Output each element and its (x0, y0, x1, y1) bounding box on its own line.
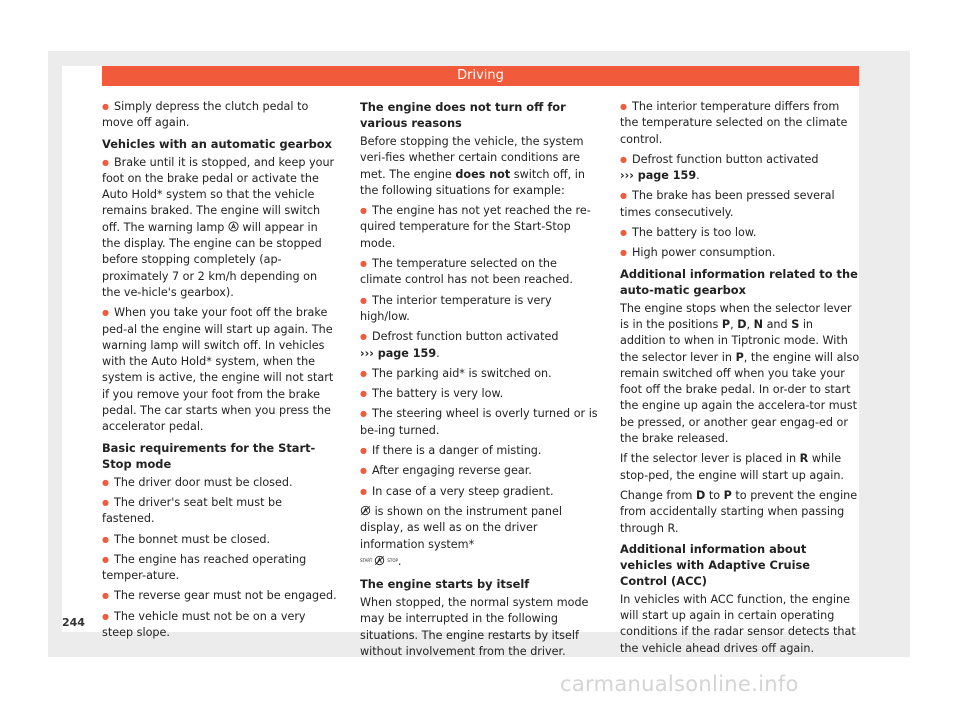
list-item: ● The interior temperature is very high/low. (360, 293, 600, 326)
list-item: ● The battery is too low. (620, 225, 860, 241)
heading-automatic-gearbox-info: Additional information related to the auto-matic gearbox (620, 266, 858, 297)
list-item: ● The engine has not yet reached the re-quired temperature for the Start-Stop mode. (360, 203, 600, 252)
heading-starts-by-itself: The engine starts by itself (360, 577, 530, 592)
page-link[interactable]: ››› page 159 (620, 169, 697, 183)
heading-does-not-turn-off: The engine does not turn off for various reasons (360, 100, 566, 130)
list-item: ● High power consumption. (620, 245, 860, 261)
list-item: ● Brake until it is stopped, and keep your foot on the brake pedal or activate the Auto Hold* system so that the vehicle remains braked. The engine will switch off. The warning lamp will appear in the display. The engine can be stopped before stopping completely (ap-proximately 7 or 2 km/h depending on the ve-hicle's gearbox). (102, 155, 337, 302)
list-item: ● The vehicle must not be on a very steep slope. (102, 609, 337, 642)
start-stop-crossed-a-icon (360, 505, 371, 516)
list-item: ● The reverse gear must not be engaged. (102, 588, 337, 604)
heading-automatic-gearbox: Vehicles with an automatic gearbox (102, 136, 332, 151)
column-3 (620, 99, 860, 661)
list-item: ● Defrost function button activated ››› page 159. (620, 152, 860, 185)
start-stop-a-icon (228, 221, 239, 232)
list-item: ● When you take your foot off the brake ped-al the engine will start up again. The warning lamp will switch off. In vehicles with the Auto Hold* system, when the system is active, the engine will not start if you remove your foot from the brake pedal. The car starts when you press the accelerator pedal. (102, 305, 337, 435)
list-item: ● Simply depress the clutch pedal to move off again. (102, 99, 337, 132)
list-item: ● If there is a danger of misting. (360, 443, 600, 459)
paragraph: In vehicles with ACC function, the engine will start up again in certain operating conditions if the radar sensor detects that the vehicle ahead drives off again. (620, 592, 856, 655)
heading-basic-requirements: Basic requirements for the Start-Stop mode (102, 440, 316, 471)
page-link[interactable]: ››› page 159 (360, 346, 437, 360)
list-item: ● The engine has reached operating temper-ature. (102, 552, 337, 585)
list-item: ● The parking aid* is switched on. (360, 366, 600, 382)
start-stop-crossed-a-icon (374, 555, 385, 566)
paragraph: is shown on the instrument panel display, as well as on the driver information system* START STOP . (360, 504, 562, 568)
list-item: ● Defrost function button activated ››› page 159. (360, 329, 600, 362)
paragraph: When stopped, the normal system mode may be interrupted in the following situations. The engine restarts by itself without involvement from the driver. (360, 596, 589, 659)
column-2 (360, 99, 600, 664)
list-item: ● After engaging reverse gear. (360, 463, 600, 479)
list-item: ● The brake has been pressed several times consecutively. (620, 188, 860, 221)
list-item: ● The steering wheel is overly turned or is be-ing turned. (360, 406, 600, 439)
start-stop-symbol: START STOP (360, 553, 398, 569)
column-1 (102, 99, 337, 645)
paragraph: The engine stops when the selector lever is in the positions P, D, N and S in addition to when in Tiptronic mode. With the selector lever in P, the engine will also remain switched off when you take your foot off the brake pedal. In or-der to start the engine up again the accelera-tor must be pressed, or another gear engag-ed or the brake released. (620, 301, 860, 446)
list-item: ● In case of a very steep gradient. (360, 484, 600, 500)
paragraph: Change from D to P to prevent the engine from accidentally starting when passing through R. (620, 488, 858, 535)
list-item: ● The driver's seat belt must be fastened. (102, 495, 337, 528)
paragraph: Before stopping the vehicle, the system veri-fies whether certain conditions are met. The engine does not switch off, in the following situations for example: (360, 135, 585, 197)
paragraph: If the selector lever is placed in R while stop-ped, the engine will start up again. (620, 452, 844, 482)
list-item: ● The driver door must be closed. (102, 475, 337, 491)
page-number: 244 (62, 616, 85, 629)
section-header: Driving (102, 66, 859, 86)
watermark: carmanualsonline.info (560, 672, 799, 696)
list-item: ● The interior temperature differs from the temperature selected on the climate control. (620, 99, 860, 148)
list-item: ● The temperature selected on the climate control has not been reached. (360, 256, 600, 289)
list-item: ● The battery is very low. (360, 386, 600, 402)
list-item: ● The bonnet must be closed. (102, 532, 337, 548)
heading-acc-info: Additional information about vehicles with Adaptive Cruise Control (ACC) (620, 541, 811, 588)
